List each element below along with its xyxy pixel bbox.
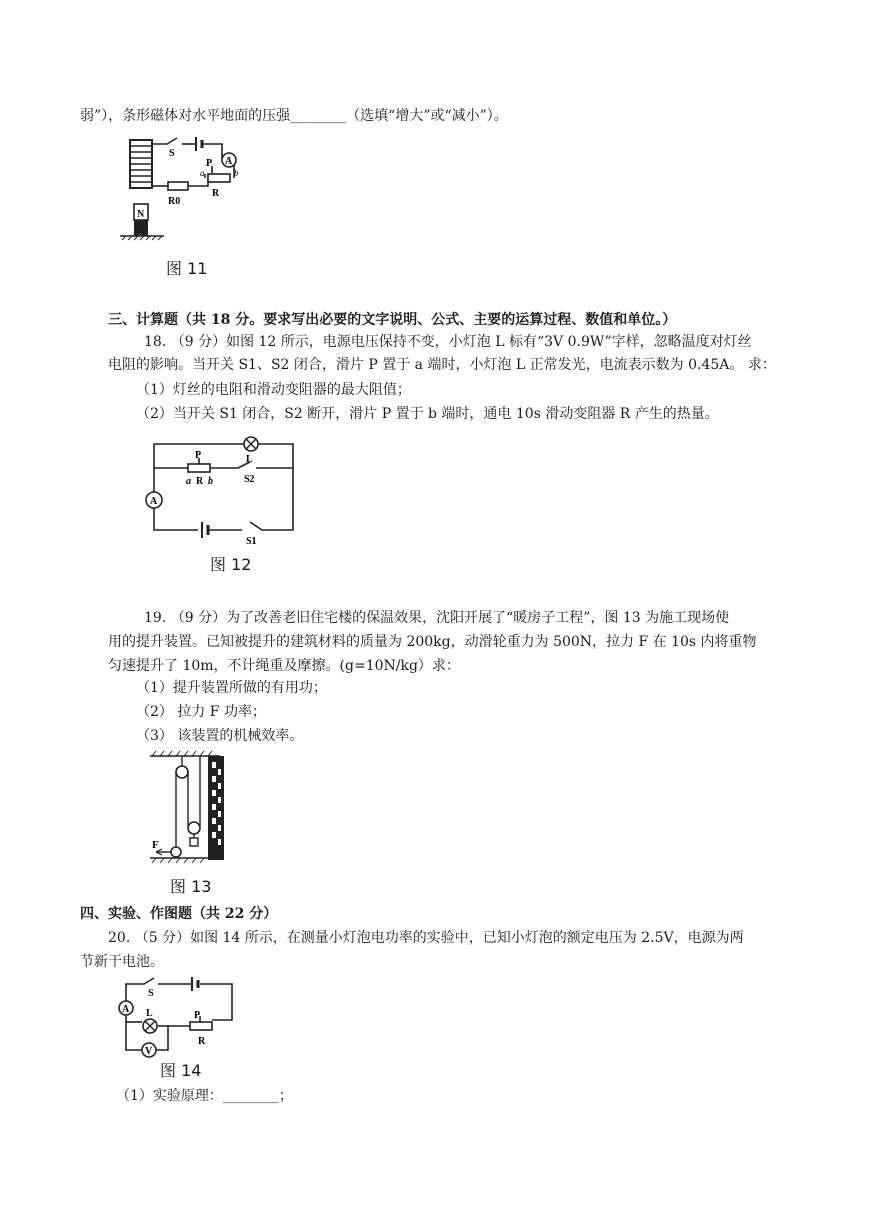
fig13-label-f: F (152, 839, 159, 851)
q19-line-3: 匀速提升了 10m，不计绳重及摩擦。(g=10N/kg）求： (108, 658, 460, 674)
section-3-heading: 三、计算题（共 18 分。要求写出必要的文字说明、公式、主要的运算过程、数值和单位。） (108, 312, 677, 328)
q20-sub-1: （1）实验原理：________； (116, 1088, 293, 1104)
figure-12-caption: 图 12 (210, 555, 252, 574)
fig11-label-n: N (137, 209, 145, 220)
fig12-label-l: L (246, 454, 253, 465)
continued-question-text: 弱”），条形磁体对水平地面的压强________（选填“增大”或“减小”）。 (80, 108, 508, 124)
fig12-label-b-end: b (208, 476, 213, 487)
q19-line-1: 19. （9 分）为了改善老旧住宅楼的保温效果，沈阳开展了“暖房子工程”，图 13 为施工现场使 (144, 610, 730, 626)
figure-11-caption: 图 11 (166, 259, 208, 278)
q18-sub-1: （1）灯丝的电阻和滑动变阻器的最大阻值； (136, 382, 411, 398)
q18-line-2: 电阻的影响。当开关 S1、S2 闭合，滑片 P 置于 a 端时，小灯泡 L 正常发光，电流表示数为 0.45A。 求： (108, 357, 776, 373)
fig12-label-s1: S1 (246, 536, 257, 547)
q20-line-1: 20. （5 分）如图 14 所示，在测量小灯泡电功率的实验中，已知小灯泡的额定电压为 2.5V，电源为两 (108, 930, 744, 946)
fig11-label-r: R (212, 188, 220, 199)
fig11-label-p: P (206, 158, 213, 169)
fig12-label-a-end: a (186, 476, 191, 487)
fig12-label-s2: S2 (244, 474, 255, 485)
fig14-label-r: R (198, 1036, 206, 1047)
fig11-label-b-end: b (234, 168, 239, 178)
fig14-label-s: S (148, 988, 154, 999)
fig12-label-ammeter: A (150, 496, 158, 507)
fig12-label-p: P (195, 450, 202, 461)
fig11-label-a: A (225, 156, 233, 167)
q18-line-1: 18. （9 分）如图 12 所示，电源电压保持不变，小灯泡 L 标有“3V 0.9W”字样，忽略温度对灯丝 (144, 334, 752, 350)
q19-line-2: 用的提升装置。已知被提升的建筑材料的质量为 200kg，动滑轮重力为 500N，拉力 F 在 10s 内将重物 (108, 634, 757, 650)
figure-14-circuit (112, 974, 242, 1058)
figure-14-caption: 图 14 (160, 1061, 202, 1080)
figure-12-circuit (138, 432, 308, 552)
q20-line-2: 节新干电池。 (80, 954, 164, 970)
q19-sub-1: （1）提升装置所做的有用功； (136, 680, 327, 696)
fig14-label-l: L (146, 1008, 153, 1019)
fig11-label-s: S (169, 148, 175, 159)
q19-sub-3: （3） 该装置的机械效率。 (136, 728, 304, 744)
q19-sub-2: （2） 拉力 F 功率； (136, 704, 266, 720)
fig14-label-ammeter: A (122, 1004, 130, 1015)
fig12-label-r: R (196, 476, 204, 487)
fig14-label-voltmeter: V (145, 1046, 153, 1057)
fig11-label-a-end: a (200, 168, 205, 178)
fig11-label-r0: R0 (168, 196, 181, 207)
figure-13-caption: 图 13 (170, 877, 212, 896)
q18-sub-2: （2）当开关 S1 闭合，S2 断开，滑片 P 置于 b 端时，通电 10s 滑动变阻器 R 产生的热量。 (136, 406, 719, 422)
fig14-label-p: P (194, 1010, 201, 1021)
figure-13-pulley (142, 748, 242, 872)
section-4-heading: 四、实验、作图题（共 22 分） (80, 906, 278, 922)
figure-11-circuit (112, 132, 272, 272)
